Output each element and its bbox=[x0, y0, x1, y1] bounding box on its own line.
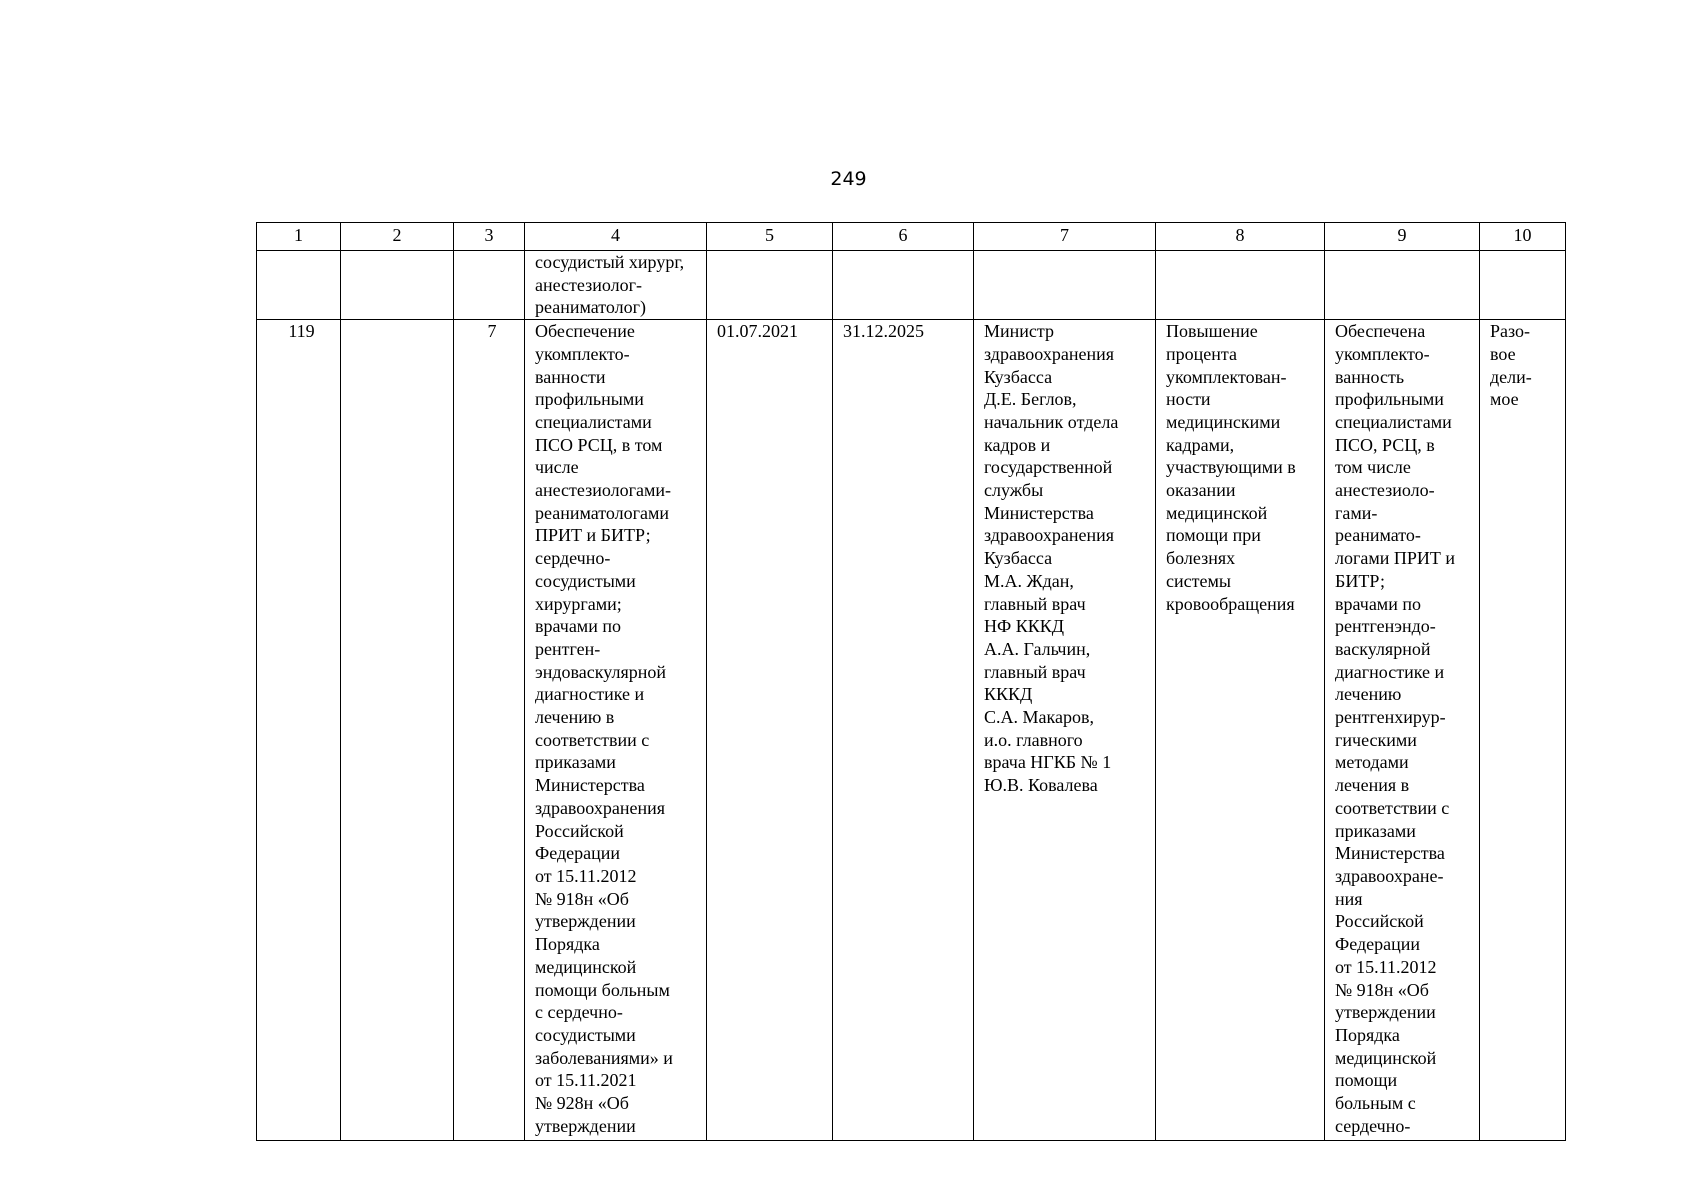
end-date-cell: 31.12.2025 bbox=[833, 320, 974, 1141]
header-cell-8: 8 bbox=[1156, 223, 1325, 251]
continued-cell-6 bbox=[833, 251, 974, 320]
continued-cell-1 bbox=[257, 251, 341, 320]
column-3-cell: 7 bbox=[454, 320, 525, 1141]
continued-cell-9 bbox=[1325, 251, 1480, 320]
continued-cell-4: сосудистый хирург, анестезиолог- реаниматолог) bbox=[525, 251, 707, 320]
header-cell-10: 10 bbox=[1480, 223, 1566, 251]
header-cell-4: 4 bbox=[525, 223, 707, 251]
continued-cell-5 bbox=[707, 251, 833, 320]
continued-cell-2 bbox=[341, 251, 454, 320]
indicator-cell: Повышение процента укомплектован- ности медицинскими кадрами, участвующими в оказании медицинской помощи при болезнях системы кровообращения bbox=[1156, 320, 1325, 1141]
continued-cell-3 bbox=[454, 251, 525, 320]
header-cell-6: 6 bbox=[833, 223, 974, 251]
measure-description-cell: Обеспечение укомплекто- ванности профильными специалистами ПСО РСЦ, в том числе анестезиологами- реаниматологами ПРИТ и БИТР; сердечно- сосудистыми хирургами; врачами по рентген- эндоваскулярной диагностике и лечению в соответствии с приказами Министерства здравоохранения Российской Федерации от 15.11.2012 № 918н «Об утверждении Порядка медицинской помощи больным с сердечно- сосудистыми заболеваниями» и от 15.11.2021 № 928н «Об утверждении bbox=[525, 320, 707, 1141]
header-cell-5: 5 bbox=[707, 223, 833, 251]
start-date-cell: 01.07.2021 bbox=[707, 320, 833, 1141]
row-number-cell: 119 bbox=[257, 320, 341, 1141]
continued-cell-7 bbox=[974, 251, 1156, 320]
header-cell-1: 1 bbox=[257, 223, 341, 251]
result-cell: Обеспечена укомплекто- ванность профильными специалистами ПСО, РСЦ, в том числе анестезиоло- гами- реанимато- логами ПРИТ и БИТР; врачами по рентгенэндо- васкулярной диагностике и лечению рентгенхирур- гическими методами лечения в соответствии с приказами Министерства здравоохране- ния Российской Федерации от 15.11.2012 № 918н «Об утверждении Порядка медицинской помощи больным с сердечно- bbox=[1325, 320, 1480, 1141]
measures-table bbox=[256, 222, 1566, 1141]
header-cell-3: 3 bbox=[454, 223, 525, 251]
page-number: 249 bbox=[830, 168, 867, 190]
continued-cell-8 bbox=[1156, 251, 1325, 320]
header-cell-9: 9 bbox=[1325, 223, 1480, 251]
responsible-persons-cell: Министр здравоохранения Кузбасса Д.Е. Беглов, начальник отдела кадров и государственной службы Министерства здравоохранения Кузбасса М.А. Ждан, главный врач НФ КККД А.А. Гальчин, главный врач КККД С.А. Макаров, и.о. главного врача НГКБ № 1 Ю.В. Ковалева bbox=[974, 320, 1156, 1141]
column-2-cell bbox=[341, 320, 454, 1141]
header-cell-7: 7 bbox=[974, 223, 1156, 251]
continued-row bbox=[257, 251, 1566, 320]
continued-cell-10 bbox=[1480, 251, 1566, 320]
type-cell: Разо- вое дели- мое bbox=[1480, 320, 1566, 1141]
header-cell-2: 2 bbox=[341, 223, 454, 251]
header-row bbox=[257, 223, 1566, 251]
table-row-119 bbox=[257, 320, 1566, 1141]
